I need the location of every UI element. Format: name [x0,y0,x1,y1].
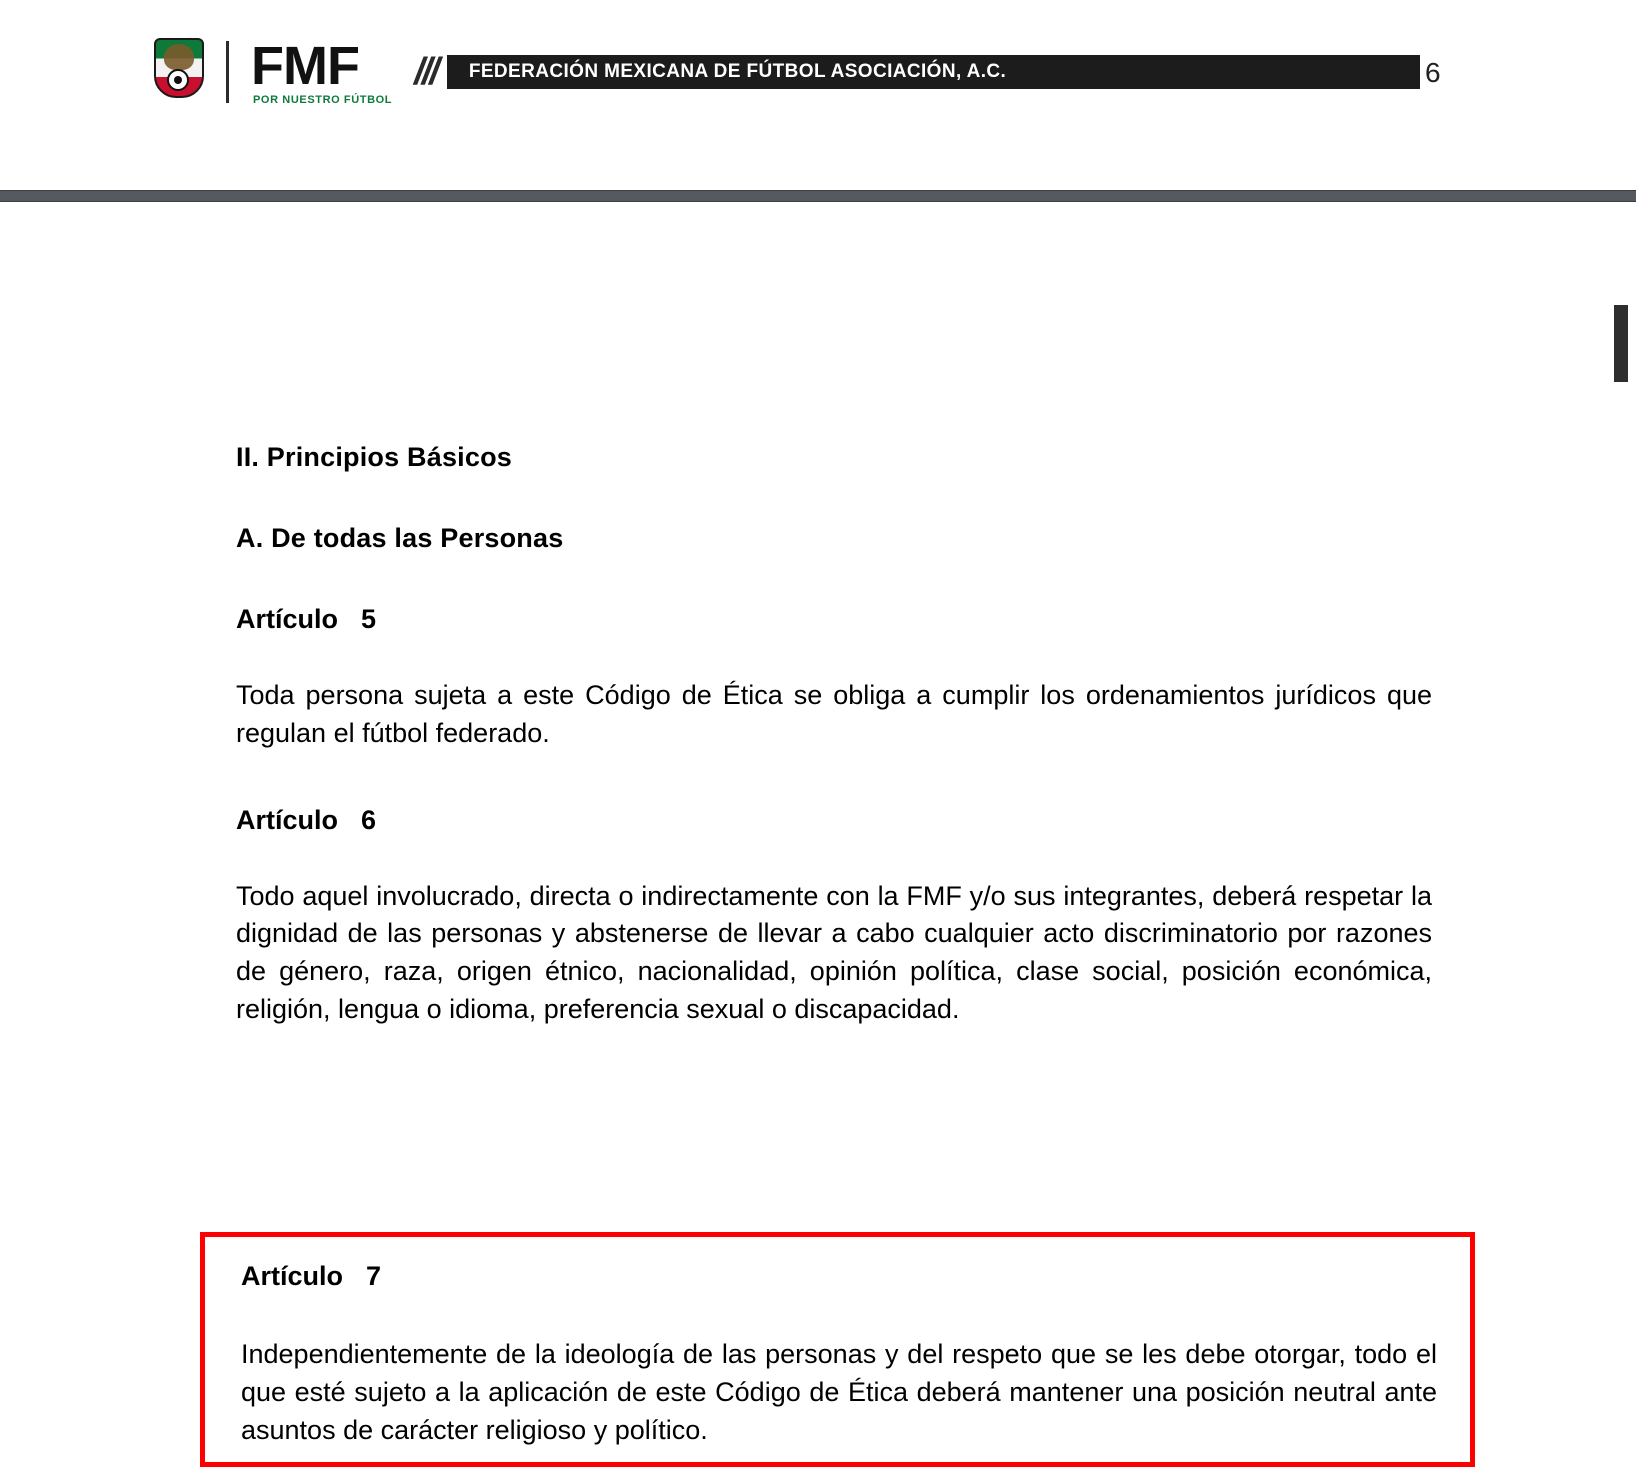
article-5-heading [236,604,1432,635]
document-page [0,202,1636,1445]
crest-soccer-ball-icon [167,69,189,91]
fmf-wordmark-tagline: POR NUESTRO FÚTBOL [253,93,393,106]
article-6-heading [236,805,1432,836]
article-7-text: Independientemente de la ideología de las personas y del respeto que se les debe otorgar, todo el que esté sujeto a la aplicación de este Código de Ética deberá mantener una posición neutral ante asuntos de carácter religioso y político. [241,1339,1437,1445]
page-number: 6 [1425,57,1441,88]
federation-name: FEDERACIÓN MEXICANA DE FÚTBOL ASOCIACIÓN, A.C. [468,61,1007,82]
fmf-wordmark [251,35,393,106]
article-6-label: Artículo [236,804,339,835]
article-5-number: 5 [361,604,377,634]
slashes-decoration: /// [414,51,437,93]
article-6-text: Todo aquel involucrado, directa o indirectamente con la FMF y/o sus integrantes, deberá respetar la dignidad de las personas y abstenerse de llevar a cabo cualquier acto discriminatorio por razones de género, raza, origen étnico, nacionalidad, opinión política, clase social, posición económica, religión, lengua o idioma, preferencia sexual o discapacidad. [236,880,1432,1024]
fmf-crest-icon [150,38,208,106]
section-heading: II. Principios Básicos [236,442,512,472]
highlight-annotation-box [200,1232,1475,1467]
header-logo-row [150,35,1420,106]
scrollbar-thumb[interactable] [1614,305,1628,382]
article-7-heading [241,1261,1437,1292]
article-7-number: 7 [366,1261,382,1291]
crest-eagle-shape [164,44,194,70]
fmf-wordmark-main: FMF [251,35,359,96]
header-black-band [447,55,1420,89]
page-separator [0,190,1636,202]
document-body [236,442,1432,1029]
article-6-number: 6 [361,804,377,835]
page-header-band [0,0,1636,190]
header-divider [226,41,229,103]
article-5-label: Artículo [236,604,339,634]
subsection-heading: A. De todas las Personas [236,523,564,553]
article-7-block [241,1261,1437,1449]
article-7-label: Artículo [241,1261,344,1291]
article-5-text: Toda persona sujeta a este Código de Ética se obliga a cumplir los ordenamientos jurídicos que regulan el fútbol federado. [236,680,1432,748]
